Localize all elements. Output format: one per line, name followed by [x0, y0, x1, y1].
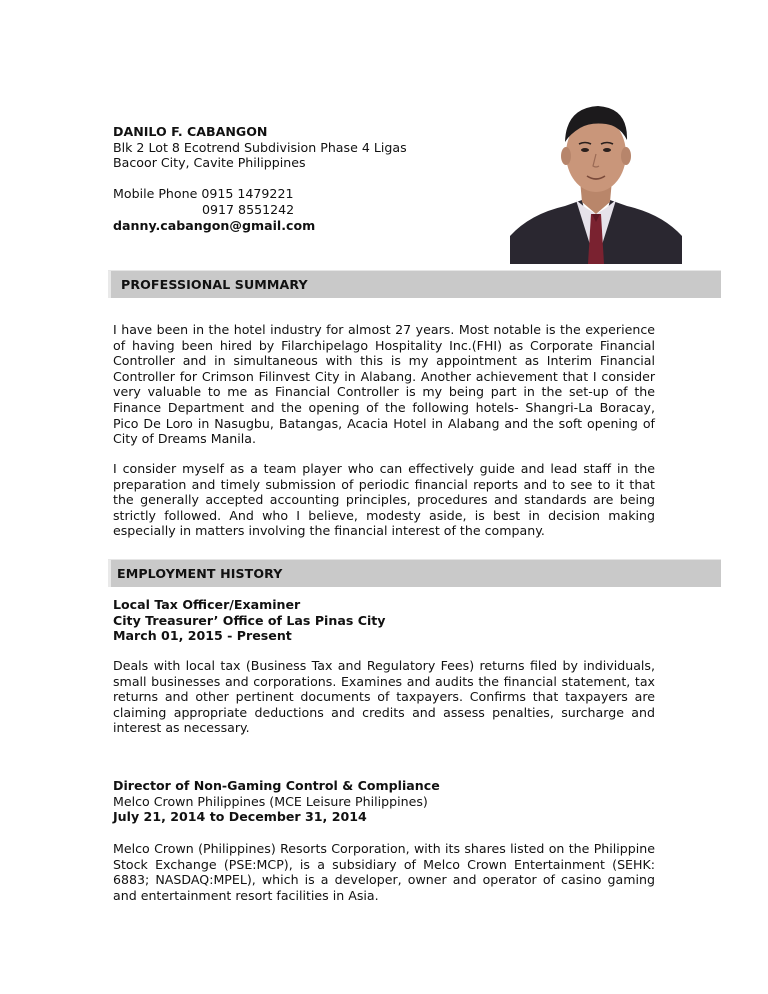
mobile-phone-2: 0917 8551242 — [202, 201, 295, 217]
job-title: Local Tax Officer/Examiner — [113, 597, 301, 612]
email-address: danny.cabangon@gmail.com — [113, 217, 316, 233]
job-dates: July 21, 2014 to December 31, 2014 — [113, 809, 367, 825]
professional-summary-header — [108, 270, 721, 298]
job-title: Director of Non-Gaming Control & Compliance — [113, 778, 440, 793]
mobile-phone-1: Mobile Phone 0915 1479221 — [113, 186, 294, 202]
address-line-2: Bacoor City, Cavite Philippines — [113, 155, 306, 171]
job-employer: Melco Crown Philippines (MCE Leisure Philippines) — [113, 793, 428, 809]
job-employer: City Treasurer’ Office of Las Pinas City — [113, 612, 386, 628]
contact-block — [113, 124, 493, 233]
job-dates: March 01, 2015 - Present — [113, 628, 292, 644]
professional-summary-title: PROFESSIONAL SUMMARY — [121, 277, 308, 292]
summary-paragraph-1: I have been in the hotel industry for almost 27 years. Most notable is the experience of having been hired by Filarchipelago Hospitality Inc.(FHI) as Corporate Financial Controller and in simultaneous with this is my appointment as Interim Financial Controller for Crimson Filinvest City in Alabang. Another achievement that I consider very valuable to me as Financial Controller is my being part in the set-up of the Finance Department and the opening of the following hotels- Shangri-La Boracay, Pico De Loro in Nasugbu, Batangas, Acacia Hotel in Alabang and the soft opening of City of Dreams Manila. — [113, 322, 655, 447]
employment-history-title: EMPLOYMENT HISTORY — [117, 566, 283, 581]
job-entry — [113, 597, 655, 644]
summary-paragraph-2: I consider myself as a team player who can effectively guide and lead staff in the preparation and timely submission of periodic financial reports and to see to it that the generally accepted accounting principles, procedures and standards are being strictly followed. And who I believe, modesty aside, is best in decision making especially in matters involving the financial interest of the company. — [113, 461, 655, 539]
job-description: Melco Crown (Philippines) Resorts Corporation, with its shares listed on the Philippine Stock Exchange (PSE:MCP), is a subsidiary of Melco Crown Entertainment (SEHK: 6883; NASDAQ:MPEL), which is a developer, owner and operator of casino gaming and entertainment resort facilities in Asia. — [113, 841, 655, 903]
address-line-1: Blk 2 Lot 8 Ecotrend Subdivision Phase 4 Ligas — [113, 139, 407, 155]
profile-photo — [510, 96, 682, 264]
job-description: Deals with local tax (Business Tax and Regulatory Fees) returns filed by individuals, small businesses and corporations. Examines and audits the financial statement, tax returns and other pertinent documents of taxpayers. Confirms that taxpayers are claiming appropriate deductions and credits and assess penalties, surcharge and interest as necessary. — [113, 658, 655, 736]
employment-history-header — [108, 559, 721, 587]
job-entry — [113, 778, 655, 825]
candidate-name: DANILO F. CABANGON — [113, 124, 268, 139]
